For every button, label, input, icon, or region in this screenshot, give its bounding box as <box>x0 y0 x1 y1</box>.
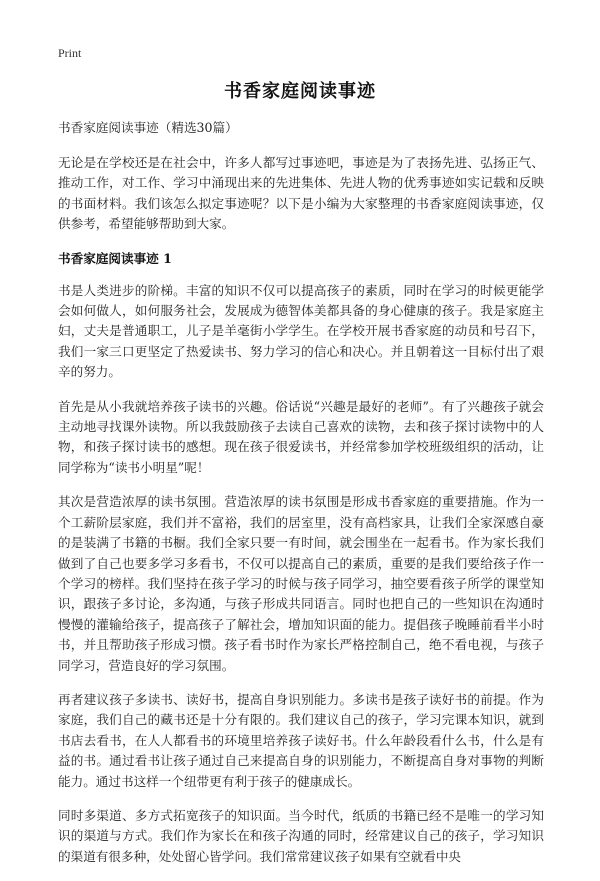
body-paragraph-2: 首先是从小我就培养孩子读书的兴趣。俗话说“兴趣是最好的老师”。有了兴趣孩子就会主动地寻找课外读物。所以我鼓励孩子去读自己喜欢的读物，去和孩子探讨读物中的人物，和孩子探讨读书的感想。现在孩子很爱读书，并经常参加学校班级组织的活动，让同学称为“读书小明星”呢！ <box>58 398 544 475</box>
print-link[interactable]: Print <box>58 46 82 60</box>
body-paragraph-4: 再者建议孩子多读书、读好书，提高自身识别能力。多读书是孩子读好书的前提。作为家庭，我们自己的藏书还是十分有限的。我们建议自己的孩子，学习完课本知识，就到书店去看书，在人人都看书的环境里培养孩子读好书。什么年龄段看什么书，什么是有益的书。通过看书让孩子通过自己来提高自身的识别能力，不断提高自身对事物的判断能力。通过书这样一个纽带更有利于孩子的健康成长。 <box>58 691 544 789</box>
page-title: 书香家庭阅读事迹 <box>224 81 376 102</box>
section-heading: 书香家庭阅读事迹 1 <box>58 250 172 266</box>
article-body <box>58 118 544 881</box>
body-paragraph-3: 其次是营造浓厚的读书氛围。营造浓厚的读书氛围是形成书香家庭的重要措施。作为一个工薪阶层家庭，我们并不富裕，我们的居室里，没有高档家具，让我们全家深感自豪的是装满了书籍的书橱。我们全家只要一有时间，就会围坐在一起看书。作为家长我们做到了自己也要多学习多看书，不仅可以提高自己的素质，重要的是我们要给孩子作一个学习的榜样。我们坚持在孩子学习的时候与孩子同学习，抽空要看孩子所学的课堂知识，跟孩子多讨论，多沟通，与孩子形成共同语言。同时也把自己的一些知识在沟通时慢慢的灌输给孩子，提高孩子了解社会，增加知识面的能力。提倡孩子晚睡前看半小时书，并且帮助孩子形成习惯。孩子看书时作为家长严格控制自己，绝不看电视，与孩子同学习，营造良好的学习氛围。 <box>58 494 544 673</box>
body-paragraph-1: 书是人类进步的阶梯。丰富的知识不仅可以提高孩子的素质，同时在学习的时候更能学会如何做人，如何服务社会，发展成为德智体美都具备的身心健康的孩子。我是家庭主妇，丈夫是普通职工，儿子是羊毫街小学学生。在学校开展书香家庭的动员和号召下，我们一家三口更坚定了热爱读书、努力学习的信心和决心。并且朝着这一目标付出了艰辛的努力。 <box>58 282 544 380</box>
intro-paragraph: 无论是在学校还是在社会中，许多人都写过事迹吧，事迹是为了表扬先进、弘扬正气、推动工作，对工作、学习中涌现出来的先进集体、先进人物的优秀事迹如实记载和反映的书面材料。我们该怎么拟定事迹呢？以下是小编为大家整理的书香家庭阅读事迹，仅供参考，希望能够帮助到大家。 <box>58 155 544 232</box>
body-paragraph-5: 同时多渠道、多方式拓宽孩子的知识面。当今时代，纸质的书籍已经不是唯一的学习知识的渠道与方式。我们作为家长在和孩子沟通的同时，经常建议自己的孩子，学习知识的渠道有很多种，处处留心皆学问。我们常常建议孩子如果有空就看中央 <box>58 807 544 864</box>
article-subtitle: 书香家庭阅读事迹（精选30篇） <box>58 120 238 135</box>
